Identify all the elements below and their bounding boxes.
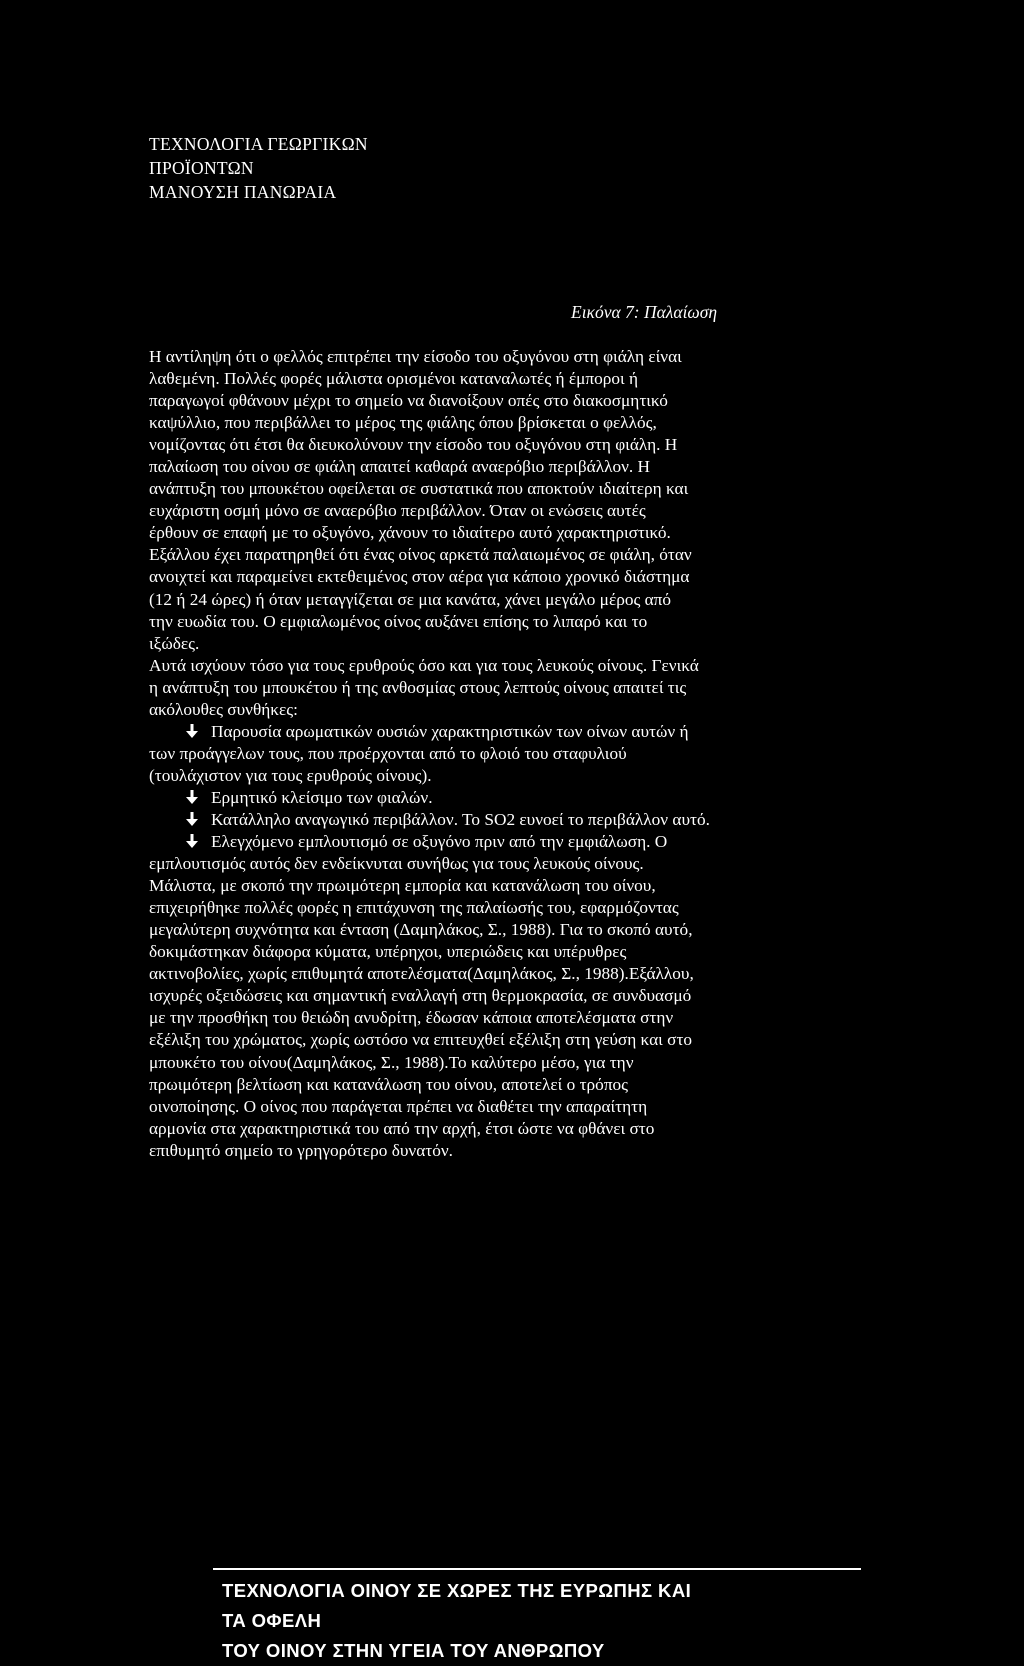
text-line: παλαίωση του οίνου σε φιάλη απαιτεί καθαρά αναερόβιο περιβάλλον. Η [149,457,651,477]
page-header [149,132,368,204]
arrow-down-bullet-icon [185,834,199,848]
arrow-down-bullet-icon [185,812,199,826]
footer-line-3: ΤΟΥ ΟΙΝΟΥ ΣΤΗΝ ΥΓΕΙΑ ΤΟΥ ΑΝΘΡΩΠΟΥ [222,1640,605,1661]
text-line: έρθουν σε επαφή με το οξυγόνο, χάνουν το ιδιαίτερο αυτό χαρακτηριστικό. [149,523,671,543]
text-line: η ανάπτυξη του μπουκέτου ή της ανθοσμίας στους λεπτούς οίνους απαιτεί τις [149,677,687,697]
bullet-item [149,721,789,743]
footer-line-1: ΤΕΧΝΟΛΟΓΙΑ ΟΙΝΟΥ ΣΕ ΧΩΡΕΣ ΤΗΣ ΕΥΡΩΠΗΣ ΚΑΙ [222,1580,692,1601]
footer-divider [213,1568,861,1570]
text-line: Εξάλλου έχει παρατηρηθεί ότι ένας οίνος αρκετά παλαιωμένος σε φιάλη, όταν [149,545,692,565]
text-line: των προάγγελων τους, που προέρχονται από το φλοιό του σταφυλιού [149,743,627,763]
bullet-text: Ερμητικό κλείσιμο των φιαλών. [211,787,433,807]
text-line: μπουκέτο του οίνου(Δαμηλάκος, Σ., 1988).Το καλύτερο μέσο, για την [149,1052,634,1072]
text-line: ανάπτυξη του μπουκέτου οφείλεται σε συστατικά που αποκτούν ιδιαίτερη και [149,479,689,499]
text-line: ευχάριστη οσμή μόνο σε αναερόβιο περιβάλλον. Όταν οι ενώσεις αυτές [149,501,646,521]
text-line: με την προσθήκη του θειώδη ανυδρίτη, έδωσαν κάποια αποτελέσματα στην [149,1008,674,1028]
text-line: λαθεμένη. Πολλές φορές μάλιστα ορισμένοι καταναλωτές ή έμποροι ή [149,369,638,389]
text-line: Μάλιστα, με σκοπό την πρωιμότερη εμπορία και κατανάλωση του οίνου, [149,876,656,896]
page-footer [222,1576,691,1666]
bullet-text: Κατάλληλο αναγωγικό περιβάλλον. Το SO2 ευνοεί το περιβάλλον αυτό. [211,809,710,829]
header-line-2: ΠΡΟΪΟΝΤΩΝ [149,158,254,178]
bullet-text: Παρουσία αρωματικών ουσιών χαρακτηριστικών των οίνων αυτών ή [211,721,689,741]
bullet-item [149,831,789,853]
bullet-item [149,809,789,831]
text-line: οινοποίησης. Ο οίνος που παράγεται πρέπει να διαθέτει την απαραίτητη [149,1096,648,1116]
text-line: μεγαλύτερη συχνότητα και ένταση (Δαμηλάκος, Σ., 1988). Για το σκοπό αυτό, [149,920,693,940]
footer-line-2: ΤΑ ΟΦΕΛΗ [222,1610,322,1631]
text-line: την ευωδία του. Ο εμφιαλωμένος οίνος αυξάνει επίσης το λιπαρό και το [149,611,648,631]
text-line: (12 ή 24 ώρες) ή όταν μεταγγίζεται σε μια κανάτα, χάνει μεγάλο μέρος από [149,589,672,609]
paragraph-main [149,346,789,1162]
header-line-3: ΜΑΝΟΥΣΗ ΠΑΝΩΡΑΙΑ [149,182,337,202]
bullet-item [149,787,789,809]
text-line: ανοιχτεί και παραμείνει εκτεθειμένος στον αέρα για κάποιο χρονικό διάστημα [149,567,690,587]
text-line: ακόλουθες συνθήκες: [149,699,298,719]
text-line: ισχυρές οξειδώσεις και σημαντική εναλλαγή στη θερμοκρασία, σε συνδυασμό [149,986,692,1006]
text-line: παραγωγοί φθάνουν μέχρι το σημείο να διανοίξουν οπές στο διακοσμητικό [149,391,668,411]
header-line-1: ΤΕΧΝΟΛΟΓΙΑ ΓΕΩΡΓΙΚΩΝ [149,134,368,154]
text-line: Αυτά ισχύουν τόσο για τους ερυθρούς όσο και για τους λευκούς οίνους. Γενικά [149,655,699,675]
text-line: καψύλλιο, που περιβάλλει το μέρος της φιάλης όπου βρίσκεται ο φελλός, [149,413,657,433]
text-line: δοκιμάστηκαν διάφορα κύματα, υπέρηχοι, υπεριώδεις και υπέρυθρες [149,942,627,962]
text-line: επιχειρήθηκε πολλές φορές η επιτάχυνση της παλαίωσής του, εφαρμόζοντας [149,898,679,918]
text-line: επιθυμητό σημείο το γρηγορότερο δυνατόν. [149,1140,453,1160]
text-line: (τουλάχιστον για τους ερυθρούς οίνους). [149,765,432,785]
figure-caption: Εικόνα 7: Παλαίωση [571,302,718,322]
body-text [149,346,789,1162]
text-line: Η αντίληψη ότι ο φελλός επιτρέπει την είσοδο του οξυγόνου στη φιάλη είναι [149,347,682,366]
bullet-text: Ελεγχόμενο εμπλουτισμό σε οξυγόνο πριν από την εμφιάλωση. Ο [211,832,668,852]
text-line: πρωιμότερη βελτίωση και κατανάλωση του οίνου, αποτελεί ο τρόπος [149,1074,629,1094]
arrow-down-bullet-icon [185,724,199,738]
text-line: αρμονία στα χαρακτηριστικά του από την αρχή, έτσι ώστε να φθάνει στο [149,1118,655,1138]
arrow-down-bullet-icon [185,790,199,804]
text-line: εξέλιξη του χρώματος, χωρίς ωστόσο να επιτευχθεί εξέλιξη στη γεύση και στο [149,1030,693,1050]
text-line: ιξώδες. [149,633,200,653]
text-line: εμπλουτισμός αυτός δεν ενδείκνυται συνήθως για τους λευκούς οίνους. [149,854,644,874]
text-line: ακτινοβολίες, χωρίς επιθυμητά αποτελέσματα(Δαμηλάκος, Σ., 1988).Εξάλλου, [149,964,694,984]
text-line: νομίζοντας ότι έτσι θα διευκολύνουν την είσοδο του οξυγόνου στη φιάλη. Η [149,435,678,455]
